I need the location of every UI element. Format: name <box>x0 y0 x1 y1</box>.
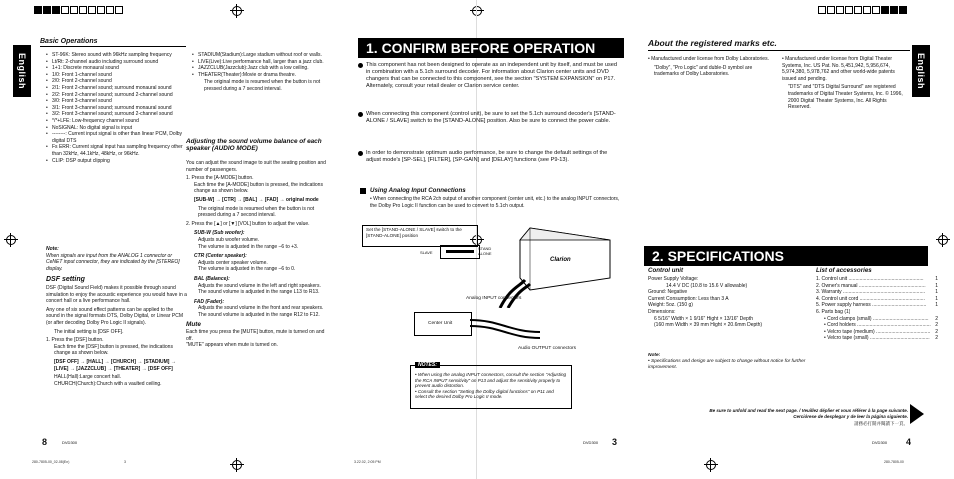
section-rule <box>40 46 186 47</box>
registered-marks-heading: About the registered marks etc. <box>648 38 777 48</box>
fader-text: Adjusts the sound volume in the front and rear speakers. <box>198 305 324 312</box>
accessory-row <box>816 335 938 342</box>
dsf-initial: The initial setting is [DSF OFF]. <box>54 328 124 335</box>
accessory-row <box>816 276 938 283</box>
model-label: DVD300 <box>62 440 78 445</box>
balance-heading: Adjusting the sound volume balance of each speaker (AUDIO MODE) <box>186 138 322 152</box>
spec-line: Weight: 5oz. (150 g) <box>648 302 693 309</box>
signal-format-item: • Lt/Rt: 2-channel audio including surround sound <box>46 59 188 66</box>
signal-format-item: • 3/0: Front 3-channel sound <box>46 98 188 105</box>
accessory-name: 3. Warranty ........................................................... <box>816 289 926 296</box>
signal-format-item: • 2/0: Front 2-channel sound <box>46 78 188 85</box>
accessory-row <box>816 302 938 309</box>
center-label: CTR (Center speaker): <box>194 253 247 260</box>
dts-mark-text: Manufactured under license from Digital Theater Systems, Inc. US Pat. No. 5,451,942, 5,956,674, 5,974,380, 5,978,762 and other world-wide patents issued and pending. <box>782 56 895 82</box>
dsf-para: Any one of six sound effect patterns can be applied to the sound in the signal formats DTS, Dolby Digital, or Linear PCM (or after decoding Dolby Pro Logic II signals). <box>46 306 184 326</box>
accessory-qty: 1 <box>935 282 938 289</box>
print-code: 280-7805-00 <box>884 460 904 464</box>
confirm-para <box>366 62 622 90</box>
confirm-para <box>366 111 622 125</box>
language-tab-right: English <box>912 45 930 97</box>
confirm-title: 1. CONFIRM BEFORE OPERATION <box>358 38 624 58</box>
accessory-qty: 1 <box>935 276 938 282</box>
dsf-sequence: [DSF OFF] → [HALL] → [CHURCH] → [STADIUM] → [LIVE] → [JAZZCLUB] → [THEATER] → [DSF OFF] <box>54 358 176 372</box>
dsf-step: 1. Press the [DSF] button. <box>46 337 104 344</box>
dsf-mode-list <box>192 52 332 93</box>
control-unit-heading: Control unit <box>648 267 684 274</box>
spec-line: (160 mm Width × 39 mm Hight × 20.6mm Depth) <box>654 322 763 329</box>
control-unit-illustration <box>480 218 615 308</box>
spec-title: 2. SPECIFICATIONS <box>644 246 928 266</box>
signal-format-item: • NoSIGNAL: No digital signal is input <box>46 125 188 132</box>
accessory-row <box>816 283 938 290</box>
accessory-name: • Cord holders ..................................................... <box>824 322 931 329</box>
registration-mark-icon <box>4 233 18 247</box>
balance-step: 1. Press the [A-MODE] button. <box>186 175 254 182</box>
accessory-row <box>816 296 938 303</box>
signal-format-item: • 3/1: Front 3-channel sound; surround monaural sound <box>46 105 188 112</box>
registration-mark-icon <box>704 458 718 472</box>
dsf-step-detail: Each time the [DSF] button is pressed, the indications change as shown below. <box>54 343 173 357</box>
center-text: Adjusts center speaker volume. <box>198 259 268 266</box>
dsf-mode-item: • THEATER(Theater):Movie or drama theatre. <box>192 72 332 79</box>
dts-mark-detail: "DTS" and "DTS Digital Surround" are registered trademarks of Digital Theater Systems, Inc. © 1996, 2000 Digital Theater Systems, Inc. All Rights Reserved. <box>788 84 903 111</box>
note-text: When signals are input from the ANALOG 1 connector or CeNET input connector, they are indicated by the [STEREO] display. <box>46 252 180 272</box>
spec-line: 14.4 V DC (10.8 to 15.6 V allowable) <box>666 282 748 289</box>
signal-format-item: • 1/0: Front 1-channel sound <box>46 72 188 79</box>
control-unit-specs <box>648 276 808 329</box>
mute-text: "MUTE" appears when mute is turned on. <box>186 342 278 349</box>
balance-timeout-note: The original mode is resumed when the button is not pressed during a 7 second interval. <box>198 205 315 219</box>
signal-format-list <box>46 52 188 164</box>
bal-text: Adjusts the sound volume in the left and right speakers. <box>198 282 321 289</box>
registration-mark-icon <box>230 4 244 18</box>
bal-label: BAL (Balance): <box>194 275 230 282</box>
accessory-name: 6. Parts bag (1) <box>816 308 851 315</box>
dsf-mode-item: • STADIUM(Stadium):Large stadium without roof or walls. <box>192 52 332 59</box>
spec-note-label: Note: <box>648 353 661 358</box>
arrow-right-icon <box>910 404 924 424</box>
confirm-para <box>366 150 622 164</box>
accessories-list <box>816 276 938 342</box>
accessories-heading: List of accessories <box>816 267 872 274</box>
accessory-row <box>816 322 938 329</box>
note-item: Consult the section "Setting the Dolby digital functions" on P11 and select the desired Dolby Pro Logic II mode. <box>415 388 554 400</box>
accessory-name: 4. Control unit cord ............................................... <box>816 295 925 302</box>
accessory-row <box>816 316 938 323</box>
print-code: 280-7805-00_02-08(En) <box>32 460 70 464</box>
fader-label: FAD (Fader): <box>194 298 224 305</box>
signal-format-item: • CLIP: DSP output clipping <box>46 158 188 165</box>
unfold-notice-zh: 請務必打開并閱讀下一頁。 <box>854 421 908 426</box>
bal-range: The sound volume is adjusted in the range L13 to R13. <box>198 289 320 296</box>
signal-format-item: • 1+1: Discrete monaural sound <box>46 65 188 72</box>
color-bars-right <box>818 6 908 14</box>
marks-rule <box>648 50 910 51</box>
signal-format-item: • 2/2: Front 2-channel sound; surround 2-channel sound <box>46 92 188 99</box>
center-unit-label: Center Unit <box>428 321 453 326</box>
confirm-para-text: This component has not been designed to operate as an independent unit by itself, and must be used in combination with a 5.1ch surround decoder. For information about Clarion center units and DVD changers that can be connected to this component, see the section "SYSTEM EXPANSION" on P17. Alternately, consult your retail dealer or Clarion service center. <box>366 62 617 89</box>
signal-format-item: • */*+LFE: Low-frequency channel sound <box>46 118 188 125</box>
dsf-church: CHURCH(Church):Church with a vaulted ceiling. <box>54 380 162 387</box>
accessory-row <box>816 289 938 296</box>
accessory-row <box>816 329 938 336</box>
dolby-mark: • Manufactured under license from Dolby Laboratories. "Dolby", "Pro Logic" and duble-D symbol are trademarks of Dolby Laboratories. <box>648 56 773 78</box>
registration-mark-icon <box>936 233 950 247</box>
balance-sequence: [SUB-W] → [CTR] → [BAL] → [FAD] → original mode <box>194 196 319 203</box>
signal-format-item: • --------: Current input signal is other than linear PCM, Dolby digital DTS <box>46 131 188 144</box>
accessory-qty: 2 <box>935 328 938 335</box>
unfold-notice-es: Cerciórese de desplegar y de leer la página siguiente. <box>793 414 908 419</box>
subwoofer-label: SUB-W (Sub woofer): <box>194 230 245 237</box>
dsf-heading: DSF setting <box>46 276 85 283</box>
stand-alone-label: STAND ALONE <box>478 246 492 256</box>
accessory-name: • Velcro tape (medium) ....................................... <box>824 328 931 335</box>
callout-box: Set the [STAND-ALONE / SLAVE] switch to the [STAND-ALONE] position <box>362 225 478 247</box>
analog-text-body: When connecting the RCA 2ch output of another component (center unit, etc.) to the analog INPUT connectors, the Dolby Pro Logic II function can be used to convert to 5.1ch output. <box>370 196 620 209</box>
analog-heading: Using Analog Input Connections <box>370 187 466 194</box>
analog-input-label: Analog INPUT connectors <box>466 296 522 301</box>
page-number: 4 <box>906 437 912 447</box>
confirm-para-text: When connecting this component (control unit), be sure to set the 5.1ch surround decoder's [STAND-ALONE / SLAVE] switch to the [STAND-ALONE] position. Also be sure to connect the power cable. <box>366 111 616 124</box>
dts-mark: • Manufactured under license from Digital Theater Systems, Inc. US Pat. No. 5,451,942, 5,956,674, 5,974,380, 5,978,762 and other world-wide patents issued and pending. "DTS" and "DTS Digital Surround" are registered trademarks of Digital Theater Systems, Inc. © 1996, 2000 Digital Theater Systems, Inc. All Rights Reserved. <box>782 56 910 111</box>
spec-note-text: Specifications and design are subject to change without notice for further improvement. <box>648 358 806 370</box>
mute-heading: Mute <box>186 321 201 329</box>
accessory-qty: 2 <box>935 335 938 342</box>
accessory-qty: 1 <box>935 302 938 309</box>
spec-line: 6 5/16" Width × 1 9/16" Hight × 13/16" Depth <box>654 315 753 322</box>
balance-intro: You can adjust the sound image to suit the seating position and number of passengers. <box>186 160 326 173</box>
print-page: 3 <box>124 460 126 464</box>
registration-mark-icon <box>470 4 484 18</box>
dsf-hall: HALL(Hall):Large concert hall. <box>54 374 121 381</box>
accessory-qty: 1 <box>935 295 938 302</box>
square-bullet-icon <box>360 188 366 194</box>
fader-range: The sound volume is adjusted in the range R12 to F12. <box>198 311 320 318</box>
note-block <box>46 246 186 272</box>
switch-diagram <box>440 245 480 259</box>
balance-section <box>186 160 332 349</box>
signal-format-item: • Fs ERR: Current signal input has sampling frequency other than 32kHz, 44.1kHz, 48kHz, or 96kHz. <box>46 144 188 157</box>
page-number: 3 <box>612 437 618 447</box>
brand-label <box>551 246 567 251</box>
notes-body: • When using the analog INPUT connectors, consult the section "Adjusting the RCA INPUT sensitivity" on P13 and adjust the sensitivity properly to prevent audio distortion. • Consult the section "Setting the Dolby digital functions" on P11 and select the desired Dolby Pro Logic II mode. <box>415 372 567 400</box>
accessory-name: • Cord clamps (small) ........................................ <box>824 315 929 322</box>
page-number: 8 <box>42 437 48 447</box>
dsf-timeout-note: The original mode is resumed when the button is not pressed during a 7 second interval. <box>204 79 321 92</box>
dsf-para: DSF (Digital Sound Field) makes it possible through sound simulation to enjoy the acoustic experience you would have in a concert hall or a live performance hall. <box>46 285 187 305</box>
signal-format-item: • ST-96K: Stereo sound with 96kHz sampling frequency <box>46 52 188 59</box>
accessory-qty: 2 <box>935 315 938 322</box>
accessory-name: • Velcro tape (small) ........................................... <box>824 335 930 342</box>
model-label: DVD300 <box>872 440 888 445</box>
section-title: Basic Operations <box>40 38 98 45</box>
balance-step-detail: Each time the [A-MODE] button is pressed, the indications change as shown below. <box>194 181 323 195</box>
dolby-mark-text: Manufactured under license from Dolby Laboratories. <box>651 56 769 62</box>
confirm-para-text: In order to demonstrate optimum audio performance, be sure to change the default settings of the adjust mode's [SP-SEL], [FILTER], [SP-GAIN] and [DELAY] functions (see P9-13). <box>366 150 608 163</box>
signal-format-item: • 3/2: Front 3-channel sound; surround 2-channel sound <box>46 111 188 118</box>
model-label: DVD300 <box>583 440 599 445</box>
note-label: Note: <box>46 246 59 252</box>
mute-text: Each time you press the [MUTE] button, mute is turned on and off. <box>186 329 325 342</box>
registration-mark-icon <box>230 458 244 472</box>
dolby-mark-detail: "Dolby", "Pro Logic" and duble-D symbol are trademarks of Dolby Laboratories. <box>654 64 753 78</box>
spec-line: Current Consumption: Less than 3 A <box>648 295 729 302</box>
accessory-qty: 2 <box>935 322 938 329</box>
language-tab-left: English <box>13 45 31 97</box>
subwoofer-range: The volume is adjusted in the range –6 to +3. <box>198 243 299 250</box>
unfold-notice: Be sure to unfold and read the next page. / Veuillez déplier et vous référer à la page suivante. <box>709 408 908 413</box>
signal-format-item: • 2/1: Front 2-channel sound; surround monaural sound <box>46 85 188 92</box>
note-item: When using the analog INPUT connectors, consult the section "Adjusting the RCA INPUT sensitivity" on P13 and adjust the sensitivity properly to prevent audio distortion. <box>415 372 567 389</box>
spec-line: Dimensions: <box>648 308 676 315</box>
switch-slider-icon <box>446 250 474 253</box>
balance-step: 2. Press the [▲] or [▼] [VOL] button to adjust the value. <box>186 220 310 227</box>
accessory-name: 5. Power supply harness ....................................... <box>816 302 927 309</box>
dsf-mode-item: • JAZZCLUB(Jazzclub):Jazz club with a low ceiling. <box>192 65 332 72</box>
accessory-row <box>816 309 938 316</box>
svg-text:Clarion: Clarion <box>550 257 571 263</box>
print-date: 3.22.02, 2:05 PM <box>354 460 381 464</box>
accessory-qty: 1 <box>935 289 938 296</box>
spec-line: Ground: Negative <box>648 289 688 296</box>
rca-cable-illustration <box>470 302 550 347</box>
spec-line: Power Supply Voltage: <box>648 276 699 282</box>
audio-output-label: Audio OUTPUT connectors <box>518 346 577 351</box>
analog-text: • When connecting the RCA 2ch output of another component (center unit, etc.) to the analog INPUT connectors, the Dolby Pro Logic II function can be used to convert to 5.1ch output. <box>370 196 620 209</box>
accessory-name: 1. Control unit ...................................................... <box>816 276 924 282</box>
slave-label: SLAVE <box>420 250 433 255</box>
center-range: The volume is adjusted in the range –6 to 0. <box>198 266 296 273</box>
accessory-name: 2. Owner's manual ................................................ <box>816 282 926 289</box>
dsf-mode-item: • LIVE(Live):Live performance hall, larger than a jazz club. <box>192 59 332 66</box>
subwoofer-text: Adjusts sub woofer volume. <box>198 236 260 243</box>
dsf-section <box>46 285 187 387</box>
notes-label: NOTES: <box>415 362 440 368</box>
spec-note: Note: • Specifications and design are subject to change without notice for further improvement. <box>648 353 808 370</box>
color-bars-left <box>34 6 124 14</box>
notes-box <box>410 362 572 409</box>
